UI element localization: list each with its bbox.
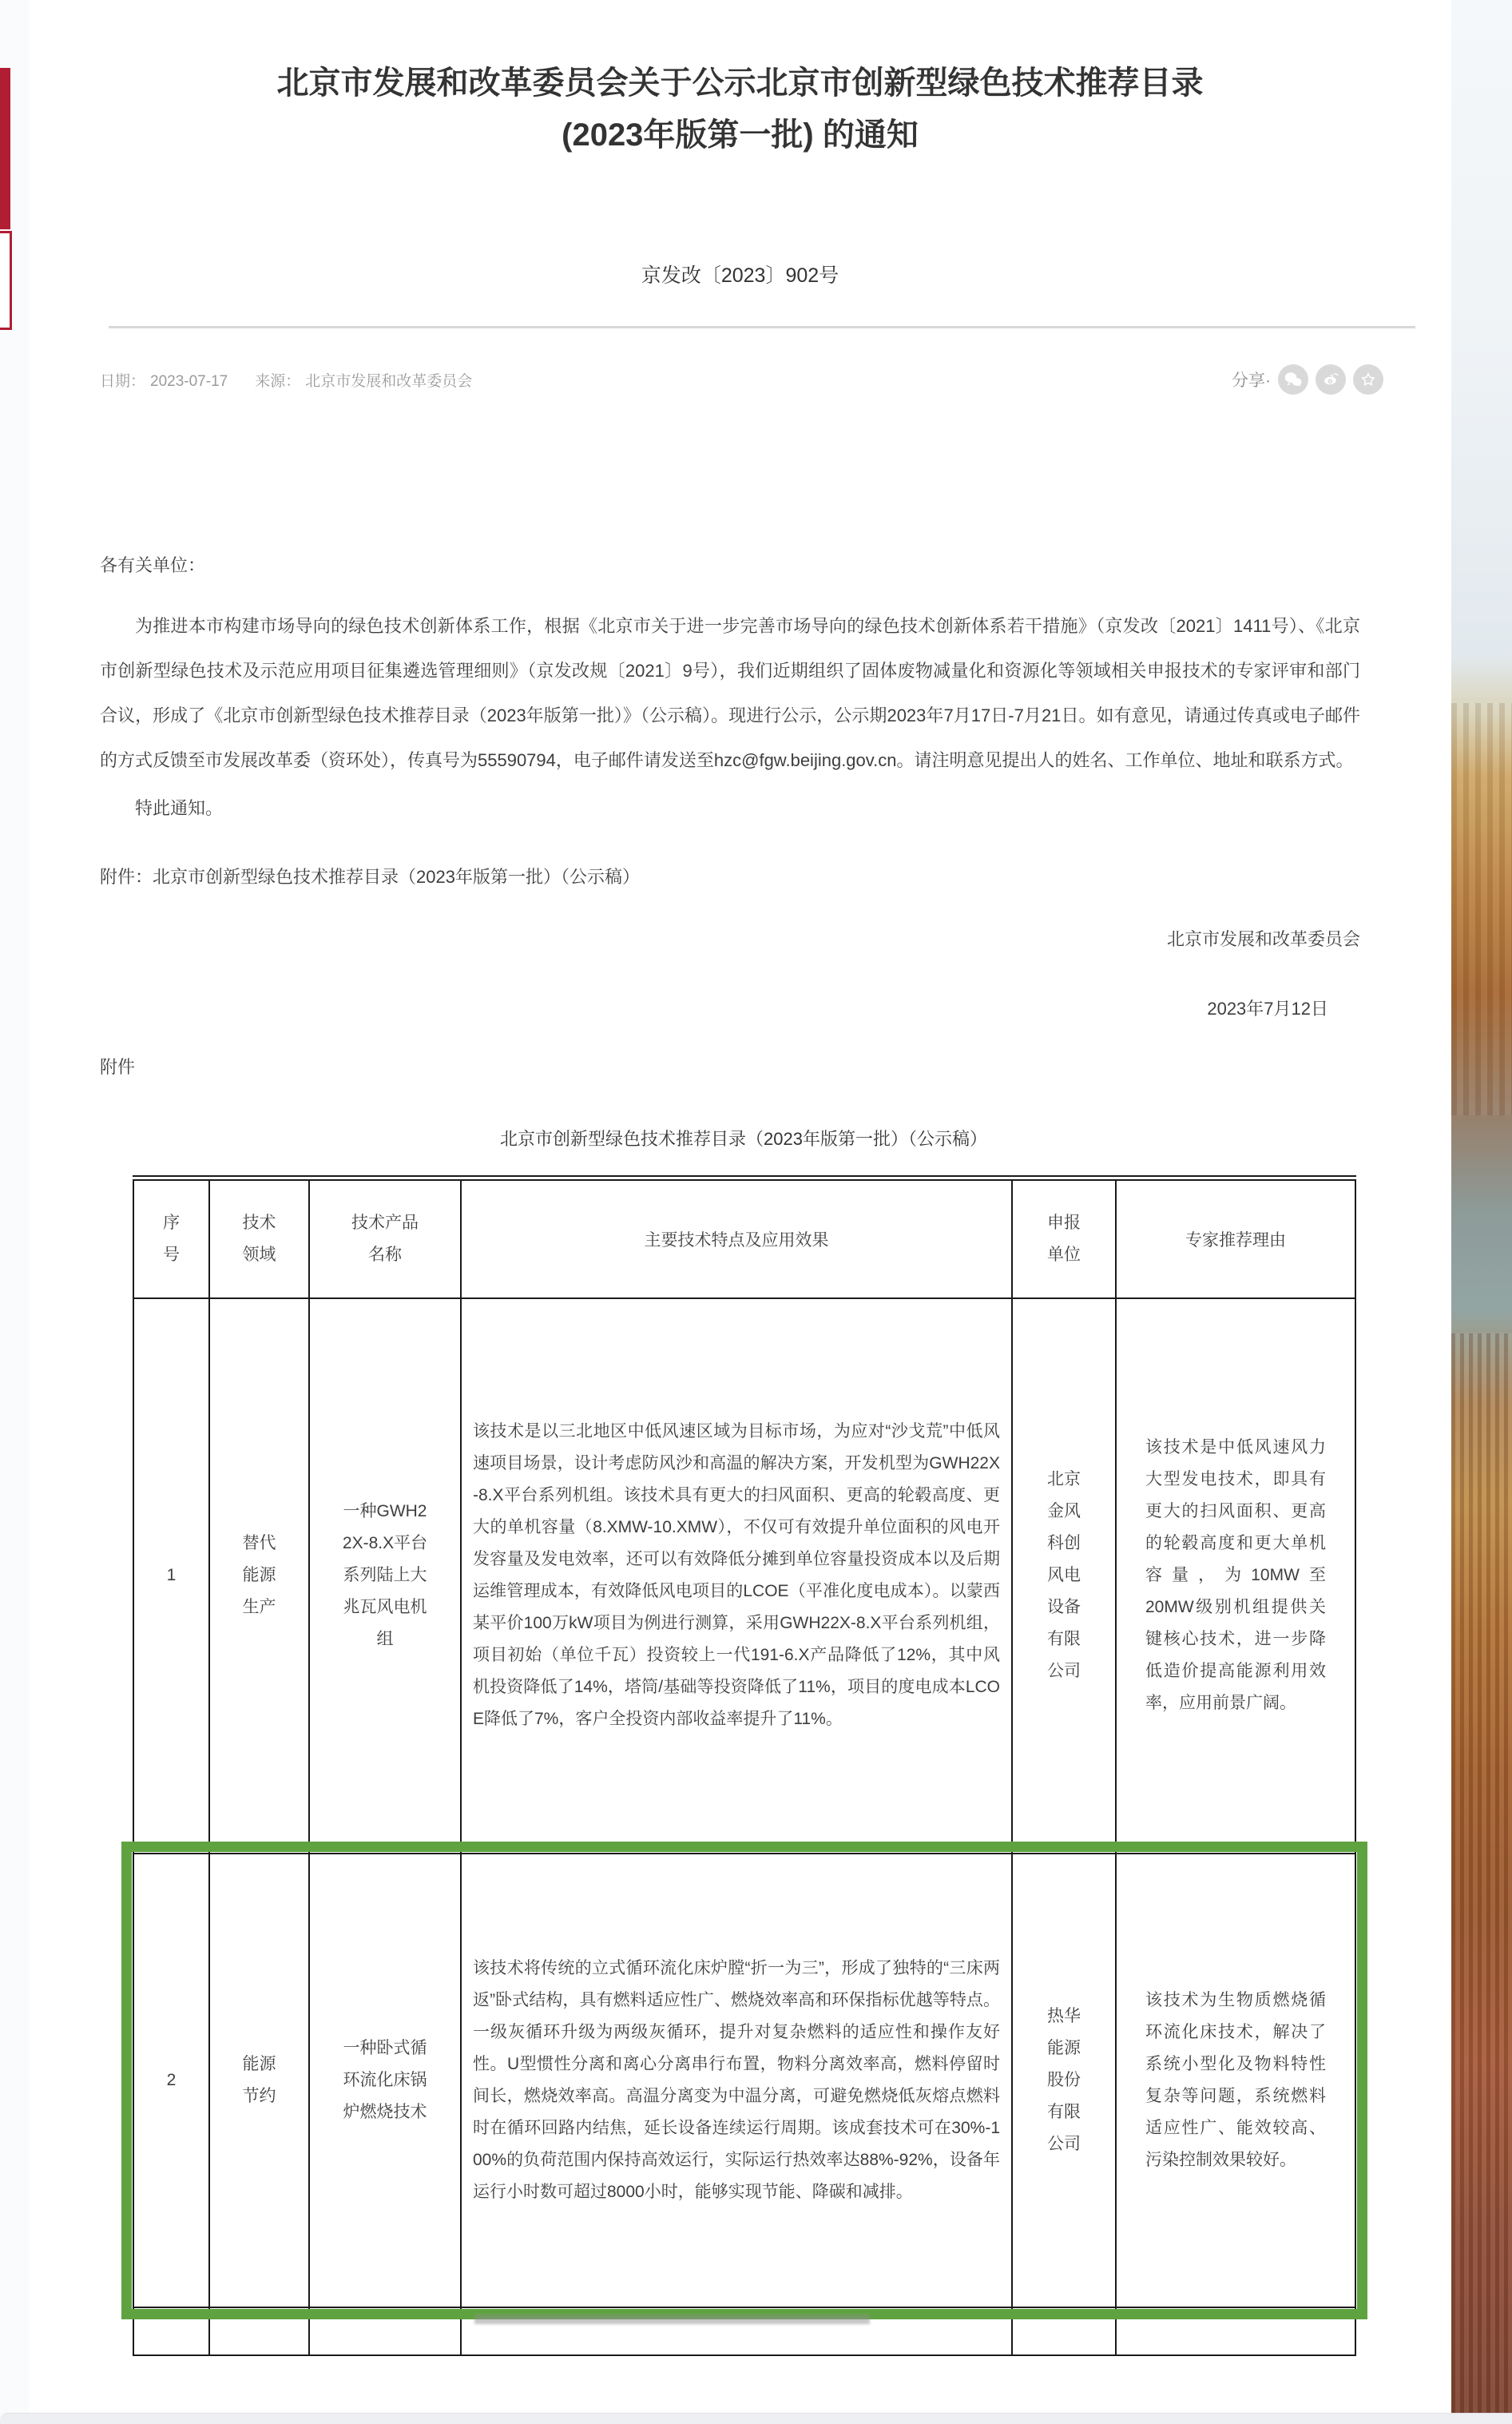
date-label: 日期： [100,372,146,390]
meta-row [100,364,1383,395]
page-bottom-strip [0,2413,1512,2424]
left-red-bar [0,68,10,229]
cell-no: 2 [133,1854,209,2307]
cell-product: 一种卧式循环流化床锅炉燃烧技术 [309,1854,461,2307]
favorite-star-share-icon[interactable] [1353,364,1383,395]
cell-no: 1 [133,1298,209,1854]
notice-paragraph-1: 为推进本市构建市场导向的绿色技术创新体系工作，根据《北京市关于进一步完善市场导向的绿色技术创新体系若干措施》（京发改〔2021〕1411号）、《北京市创新型绿色技术及示范应用项目征集遴选管理细则》（京发改规〔2021〕9号），我们近期组织了固体废物减量化和资源化等领域相关申报技术的专家评审和部门合议，形成了《北京市创新型绿色技术推荐目录（2023年版第一批）》（公示稿）。现进行公示，公示期2023年7月17日-7月21日。如有意见，请通过传真或电子邮件的方式反馈至市发展改革委（资环处），传真号为55590794，电子邮件请发送至hzc@fgw.beijing.gov.cn。请注明意见提出人的姓名、工作单位、地址和联系方式。 [100,616,1360,770]
left-red-outline-box [0,231,12,330]
background-photo-strip [1451,0,1512,2424]
cell-product: 一种GWH22X-8.X平台系列陆上大兆瓦风电机组 [309,1298,461,1854]
source-value: 北京市发展和改革委员会 [305,372,473,390]
cell-unit: 北京金风科创风电设备有限公司 [1012,1298,1116,1854]
page-title [77,58,1403,161]
catalog-header-row [133,1178,1355,1298]
appendix-label: 附件 [100,1057,136,1077]
cell-features: 该技术是以三北地区中低风速区域为目标市场，为应对“沙戈荒”中低风速项目场景，设计考虑防风沙和高温的解决方案，开发机型为GWH22X-8.X平台系列机组。该技术具有更大的扫风面积、更高的轮毂高度、更大的单机容量（8.XMW-10.XMW），不仅可有效提升单位面积的风电开发容量及发电效率，还可以有效降低分摊到单位容量投资成本以及后期运维管理成本，有效降低风电项目的LCOE（平准化度电成本）。以蒙西某平价100万kW项目为例进行测算，采用GWH22X-8.X平台系列机组，项目初始（单位千瓦）投资较上一代191-6.X产品降低了12%，其中风机投资降低了14%，塔筒/基础等投资降低了11%，项目的度电成本LCOE降低了7%，客户全投资内部收益率提升了11%。 [461,1298,1012,1854]
date-value: 2023-07-17 [150,372,228,390]
column-header-product: 技术产品名称 [309,1178,461,1298]
notice-paragraph-2: 特此通知。 [135,798,224,818]
column-header-features: 主要技术特点及应用效果 [461,1178,1012,1298]
issue-date: 2023年7月12日 [1207,999,1328,1019]
wechat-share-icon[interactable] [1278,364,1308,395]
column-header-unit: 申报单位 [1012,1178,1116,1298]
cell-field: 能源节约 [209,1854,309,2307]
salutation: 各有关单位： [100,555,206,575]
column-header-field: 技术领域 [209,1178,309,1298]
source-label: 来源： [255,372,301,390]
document-number: 京发改〔2023〕902号 [641,264,839,287]
share-toolbar [1232,364,1383,395]
page-title-line1: 北京市发展和改革委员会关于公示北京市创新型绿色技术推荐目录 [276,66,1204,101]
clipped-text-sliver [474,2315,870,2324]
attachment-line: 附件：北京市创新型绿色技术推荐目录（2023年版第一批）（公示稿） [100,867,640,887]
table-row-3-partial [133,2307,1355,2355]
cell-reason: 该技术为生物质燃烧循环流化床技术，解决了系统小型化及物料特性复杂等问题，系统燃料适应性广、能效较高、污染控制效果较好。 [1116,1854,1355,2307]
share-label: 分享· [1232,372,1271,390]
weibo-share-icon[interactable] [1316,364,1346,395]
catalog-table [133,1175,1356,2356]
table-row-1 [133,1298,1355,1854]
notice-body [100,543,1360,1090]
date-source-line [100,369,477,391]
issuer-signature: 北京市发展和改革委员会 [1166,929,1360,949]
catalog-table-caption: 北京市创新型绿色技术推荐目录（2023年版第一批）（公示稿） [500,1129,987,1149]
column-header-no: 序号 [133,1178,209,1298]
column-header-reason: 专家推荐理由 [1116,1178,1355,1298]
article-card [29,0,1451,2424]
cell-field: 替代能源生产 [209,1298,309,1854]
page-title-line2: (2023年版第一批) 的通知 [562,117,919,153]
table-row-2-highlighted [133,1854,1355,2307]
cell-unit: 热华能源股份有限公司 [1012,1854,1116,2307]
cell-features: 该技术将传统的立式循环流化床炉膛“折一为三”，形成了独特的“三床两返”卧式结构，具有燃料适应性广、燃烧效率高和环保指标优越等特点。一级灰循环升级为两级灰循环，提升对复杂燃料的适应性和操作友好性。U型惯性分离和离心分离串行布置，物料分离效率高，燃料停留时间长，燃烧效率高。高温分离变为中温分离，可避免燃烧低灰熔点燃料时在循环回路内结焦，延长设备连续运行周期。该成套技术可在30%-100%的负荷范围内保持高效运行，实际运行热效率达88%-92%，设备年运行小时数可超过8000小时，能够实现节能、降碳和减排。 [461,1854,1012,2307]
catalog-table-wrap [133,1123,1355,2356]
cell-reason: 该技术是中低风速风力大型发电技术，即具有更大的扫风面积、更高的轮毂高度和更大单机容量，为10MW至20MW级别机组提供关键核心技术，进一步降低造价提高能源利用效率，应用前景广阔。 [1116,1298,1355,1854]
title-divider [109,326,1415,328]
